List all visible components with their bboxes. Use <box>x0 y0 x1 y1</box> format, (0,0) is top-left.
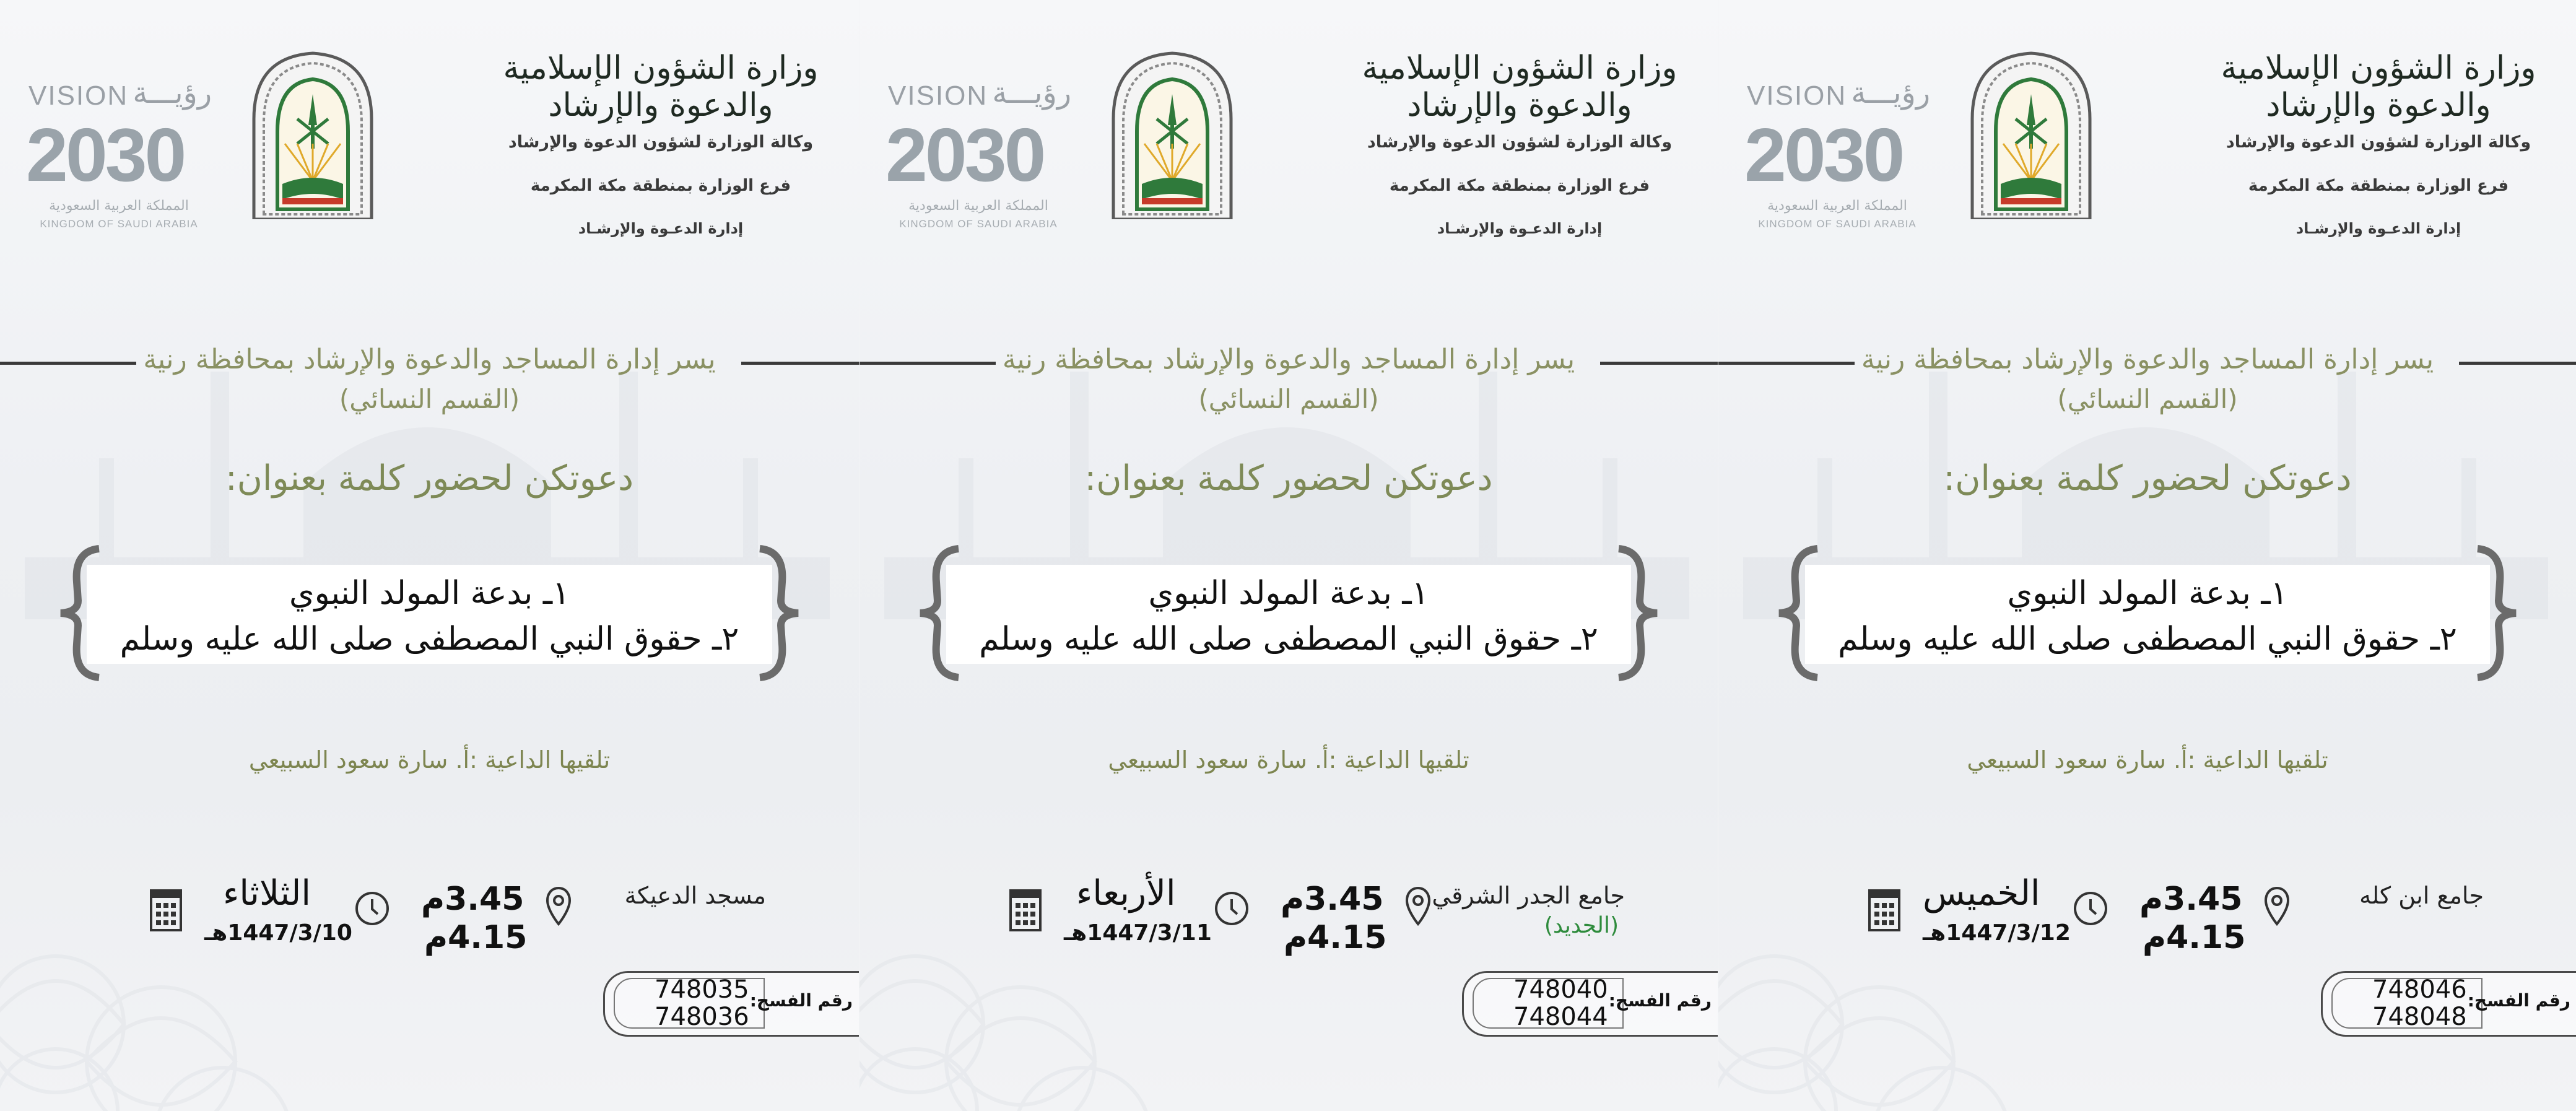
vision-ruya: رؤيـــة <box>1851 76 1930 110</box>
broadcast-frame <box>603 971 859 1037</box>
organizer-text: يسر إدارة المساجد والدعوة والإرشاد بمحافظة رنية <box>1002 344 1575 375</box>
organizer-text: يسر إدارة المساجد والدعوة والإرشاد بمحافظة رنية <box>1861 344 2434 375</box>
vision-country-ar: المملكة العربية السعودية <box>49 198 189 214</box>
ministry-header <box>2205 50 2552 237</box>
event-info-row <box>1718 873 2576 966</box>
section-label: (القسم النسائي) <box>1198 384 1379 414</box>
organizer-line <box>0 344 859 381</box>
right-brace-icon <box>1612 545 1662 681</box>
broadcast-number-2: 748044 <box>1513 1003 1608 1031</box>
clock-icon <box>1214 891 1250 926</box>
vision-number: 2030 <box>886 113 1044 197</box>
right-brace-icon <box>2471 545 2521 681</box>
vision-ruya: رؤيـــة <box>992 76 1071 110</box>
clock-icon <box>354 891 390 926</box>
calendar-icon <box>1008 884 1043 933</box>
broadcast-label: رقم الفسح: <box>749 990 853 1011</box>
vision-word: VISION <box>28 81 129 111</box>
broadcast-permit <box>1458 971 1718 1035</box>
topics-box <box>928 545 1650 681</box>
broadcast-frame <box>1462 971 1718 1037</box>
invitation-heading: دعوتكن لحضور كلمة بعنوان: <box>225 458 634 499</box>
location-pin-icon <box>545 886 572 926</box>
ministry-name: وزارة الشؤون الإسلامية والدعوة والإرشاد <box>1362 50 1677 124</box>
right-brace-icon <box>754 545 803 681</box>
ministry-name: وزارة الشؤون الإسلامية والدعوة والإرشاد <box>503 50 819 124</box>
vision-country-ar: المملكة العربية السعودية <box>908 198 1048 214</box>
topic-2: ٢ـ حقوق النبي المصطفى صلى الله عليه وسلم <box>979 621 1598 658</box>
invitation-heading: دعوتكن لحضور كلمة بعنوان: <box>1084 458 1493 499</box>
topic-2: ٢ـ حقوق النبي المصطفى صلى الله عليه وسلم <box>120 621 739 658</box>
ministry-department: إدارة الدعـوة والإرشـاد <box>1437 220 1603 237</box>
vision-country-en: KINGDOM OF SAUDI ARABIA <box>1758 218 1917 230</box>
broadcast-number-1: 748046 <box>2372 975 2467 1004</box>
ministry-header <box>487 50 834 237</box>
time-end: 4.15م <box>2143 919 2246 956</box>
topics-box <box>1786 545 2509 681</box>
ministry-agency: وكالة الوزارة لشؤون الدعوة والإرشاد <box>2226 133 2531 152</box>
time-start: 3.45م <box>421 881 524 918</box>
ministry-emblem-logo <box>248 51 378 219</box>
topics-box <box>68 545 791 681</box>
organizer-text: يسر إدارة المساجد والدعوة والإرشاد بمحافظة رنية <box>143 344 716 375</box>
time-start: 3.45م <box>1281 881 1384 918</box>
location-pin-icon <box>1404 886 1432 926</box>
invitation-card-3 <box>1718 0 2576 1111</box>
section-label: (القسم النسائي) <box>339 384 520 414</box>
vision-ruya: رؤيـــة <box>133 76 212 110</box>
broadcast-label: رقم الفسح: <box>1608 990 1712 1011</box>
location-name: مسجد الدعيكة <box>624 882 766 909</box>
event-day: الخميس <box>1923 873 2040 913</box>
left-brace-icon <box>915 545 965 681</box>
location-name: جامع ابن كله <box>2359 882 2484 909</box>
event-day: الأربعاء <box>1076 873 1176 913</box>
event-date: 1447/3/12هـ <box>1923 920 2071 946</box>
broadcast-number-2: 748048 <box>2372 1003 2467 1031</box>
speaker-line: تلقيها الداعية :أ. سارة سعود السبيعي <box>248 746 611 773</box>
event-day: الثلاثاء <box>223 873 311 913</box>
time-end: 4.15م <box>1284 919 1387 956</box>
ministry-agency: وكالة الوزارة لشؤون الدعوة والإرشاد <box>1367 133 1673 152</box>
vision-word: VISION <box>1747 81 1847 111</box>
broadcast-number-1: 748035 <box>655 975 749 1004</box>
broadcast-frame <box>2321 971 2576 1037</box>
ministry-header <box>1346 50 1693 237</box>
invitation-card-1 <box>0 0 859 1111</box>
location-pin-icon <box>2263 886 2291 926</box>
ministry-name: وزارة الشؤون الإسلامية والدعوة والإرشاد <box>2221 50 2536 124</box>
time-end: 4.15م <box>424 919 528 956</box>
vision-2030-logo <box>26 76 212 230</box>
event-date: 1447/3/10هـ <box>204 920 352 946</box>
calendar-icon <box>1867 884 1902 933</box>
organizer-line <box>859 344 1718 381</box>
ministry-department: إدارة الدعـوة والإرشـاد <box>2295 220 2461 237</box>
topic-1: ١ـ بدعة المولد النبوي <box>1148 575 1429 612</box>
invitation-heading: دعوتكن لحضور كلمة بعنوان: <box>1943 458 2352 499</box>
vision-2030-logo <box>1744 76 1930 230</box>
broadcast-number-2: 748036 <box>655 1003 749 1031</box>
vision-country-ar: المملكة العربية السعودية <box>1767 198 1907 214</box>
ministry-emblem-logo <box>1966 51 2096 219</box>
calendar-icon <box>149 884 183 933</box>
clock-icon <box>2073 891 2108 926</box>
ministry-department: إدارة الدعـوة والإرشـاد <box>578 220 744 237</box>
left-brace-icon <box>1774 545 1824 681</box>
left-brace-icon <box>56 545 105 681</box>
invitation-card-2 <box>859 0 1718 1111</box>
topic-1: ١ـ بدعة المولد النبوي <box>289 575 570 612</box>
vision-country-en: KINGDOM OF SAUDI ARABIA <box>40 218 198 230</box>
vision-country-en: KINGDOM OF SAUDI ARABIA <box>899 218 1058 230</box>
ministry-branch: فرع الوزارة بمنطقة مكة المكرمة <box>2248 176 2509 195</box>
time-start: 3.45م <box>2139 881 2243 918</box>
organizer-line <box>1718 344 2576 381</box>
ministry-branch: فرع الوزارة بمنطقة مكة المكرمة <box>530 176 791 195</box>
broadcast-label: رقم الفسح: <box>2467 990 2570 1011</box>
vision-2030-logo <box>886 76 1071 230</box>
topic-1: ١ـ بدعة المولد النبوي <box>2007 575 2288 612</box>
topic-2: ٢ـ حقوق النبي المصطفى صلى الله عليه وسلم <box>1838 621 2457 658</box>
location-name: جامع الجدر الشرقي <box>1432 882 1625 909</box>
vision-number: 2030 <box>26 113 185 197</box>
vision-number: 2030 <box>1744 113 1903 197</box>
broadcast-number-1: 748040 <box>1513 975 1608 1004</box>
event-info-row <box>0 873 859 966</box>
ministry-agency: وكالة الوزارة لشؤون الدعوة والإرشاد <box>508 133 814 152</box>
speaker-line: تلقيها الداعية :أ. سارة سعود السبيعي <box>1967 746 2328 773</box>
broadcast-permit <box>2317 971 2576 1035</box>
section-label: (القسم النسائي) <box>2057 384 2238 414</box>
ministry-emblem-logo <box>1107 51 1237 219</box>
event-info-row <box>859 873 1718 966</box>
ministry-branch: فرع الوزارة بمنطقة مكة المكرمة <box>1389 176 1650 195</box>
broadcast-permit <box>599 971 859 1035</box>
event-date: 1447/3/11هـ <box>1064 920 1212 946</box>
vision-word: VISION <box>888 81 988 111</box>
location-subtitle: (الجديد) <box>1544 913 1619 938</box>
speaker-line: تلقيها الداعية :أ. سارة سعود السبيعي <box>1108 746 1469 773</box>
